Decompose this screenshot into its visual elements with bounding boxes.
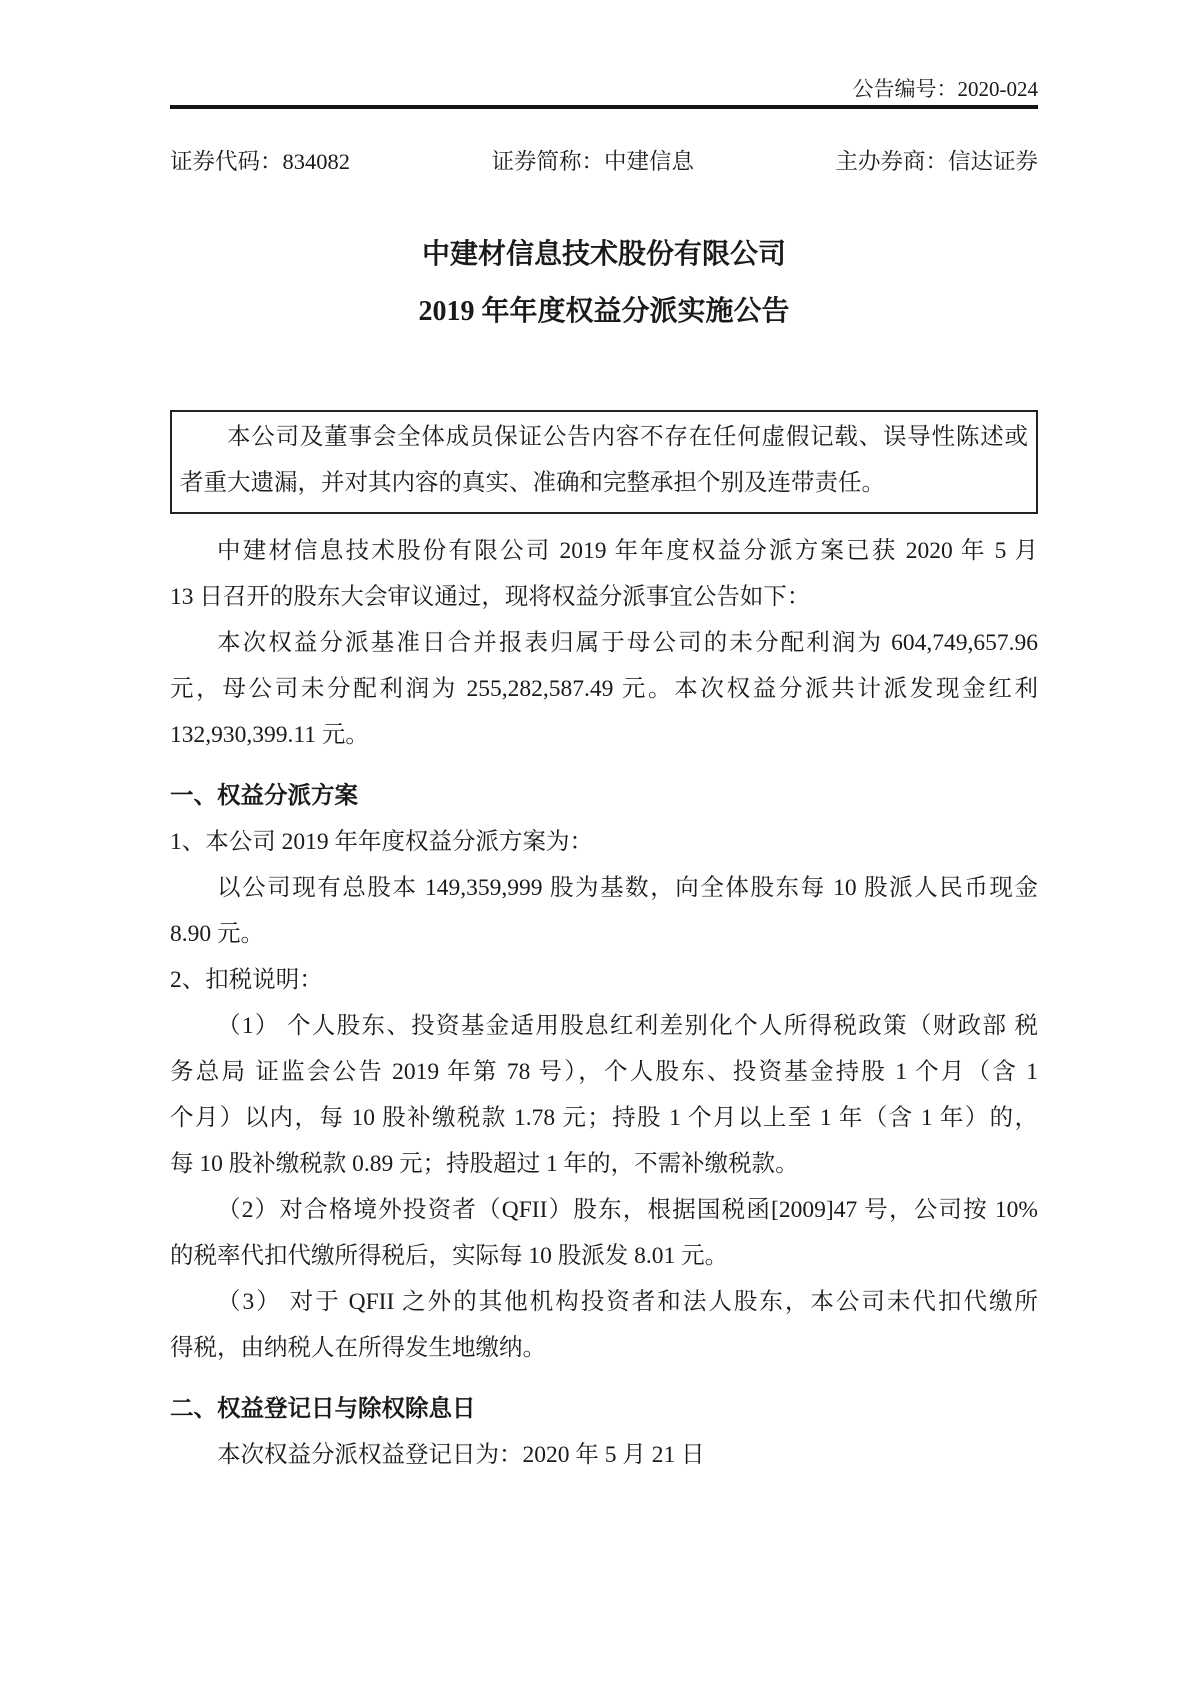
body-line: 以公司现有总股本 149,359,999 股为基数，向全体股东每 10 股派人民币现金 <box>217 875 1038 901</box>
body-line: 13 日召开的股东大会审议通过，现将权益分派事宜公告如下： <box>170 584 811 610</box>
body-line: （1） 个人股东、投资基金适用股息红利差别化个人所得税政策（财政部 税 <box>217 1013 1038 1039</box>
stock-code: 证券代码：834082 <box>170 149 351 174</box>
notice-number: 公告编号：2020-024 <box>852 77 1038 101</box>
body-line: 务总局 证监会公告 2019 年第 78 号），个人股东、投资基金持股 1 个月（含 1 <box>170 1059 1038 1085</box>
body-line: 的税率代扣代缴所得税后，实际每 10 股派发 8.01 元。 <box>170 1243 729 1269</box>
body-line: （3） 对于 QFII 之外的其他机构投资者和法人股东，本公司未代扣代缴所 <box>217 1289 1038 1315</box>
body-line: 得税，由纳税人在所得发生地缴纳。 <box>170 1335 546 1361</box>
section-heading-2: 二、权益登记日与除权除息日 <box>170 1396 476 1422</box>
body-line: 132,930,399.11 元。 <box>170 722 369 748</box>
section-heading-1: 一、权益分派方案 <box>170 783 358 809</box>
security-info-bar <box>170 147 1038 177</box>
announcement-body <box>170 528 1038 1478</box>
announcement-title: 2019 年年度权益分派实施公告 <box>418 296 790 327</box>
body-line: 元，母公司未分配利润为 255,282,587.49 元。本次权益分派共计派发现金红利 <box>170 676 1038 702</box>
body-line: 1、本公司 2019 年年度权益分派方案为： <box>170 829 593 855</box>
body-line: 本次权益分派基准日合并报表归属于母公司的未分配利润为 604,749,657.96 <box>217 630 1038 656</box>
sponsor-broker: 主办券商：信达证券 <box>835 149 1038 174</box>
body-line: 本次权益分派权益登记日为：2020 年 5 月 21 日 <box>217 1442 705 1468</box>
stock-short-name: 证券简称：中建信息 <box>491 149 694 174</box>
disclaimer-line: 者重大遗漏，并对其内容的真实、准确和完整承担个别及连带责任。 <box>180 470 885 496</box>
disclaimer-line: 本公司及董事会全体成员保证公告内容不存在任何虚假记载、误导性陈述或 <box>227 424 1028 450</box>
company-title: 中建材信息技术股份有限公司 <box>421 239 786 270</box>
body-line: 2、扣税说明： <box>170 967 323 993</box>
body-line: 中建材信息技术股份有限公司 2019 年年度权益分派方案已获 2020 年 5 月 <box>217 538 1038 564</box>
body-line: 个月）以内，每 10 股补缴税款 1.78 元；持股 1 个月以上至 1 年（含 1 年）的， <box>170 1105 1038 1131</box>
disclaimer-box <box>170 410 1038 514</box>
header-rule <box>170 105 1038 109</box>
body-line: （2）对合格境外投资者（QFII）股东，根据国税函[2009]47 号，公司按 10% <box>217 1197 1038 1223</box>
body-line: 8.90 元。 <box>170 921 264 947</box>
body-line: 每 10 股补缴税款 0.89 元；持股超过 1 年的，不需补缴税款。 <box>170 1151 799 1177</box>
page-content <box>170 0 1038 1478</box>
